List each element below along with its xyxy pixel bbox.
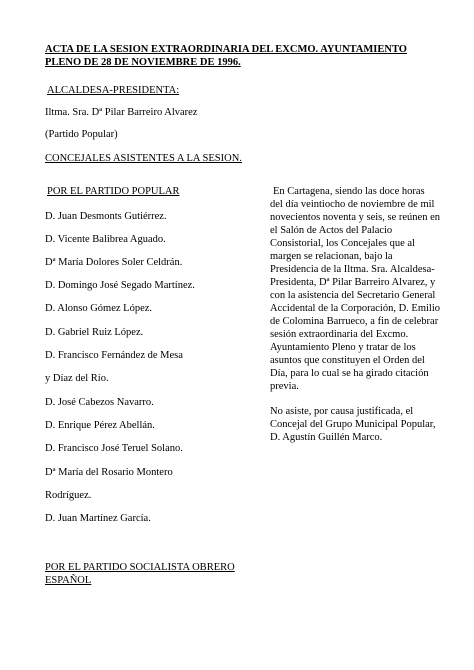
list-item: y Díaz del Río. bbox=[45, 373, 109, 384]
mayor-party: (Partido Popular) bbox=[45, 129, 118, 140]
absence-paragraph: No asiste, por causa justificada, el Concejal del Grupo Municipal Popular, D. Agustín Guillén Marco. bbox=[270, 406, 436, 443]
list-item: D. Alonso Gómez López. bbox=[45, 303, 153, 314]
list-item: D. Juan Martínez García. bbox=[45, 513, 151, 524]
list-item: D. José Cabezos Navarro. bbox=[45, 397, 154, 408]
pp-heading: POR EL PARTIDO POPULAR bbox=[47, 186, 180, 197]
list-item: D. Juan Desmonts Gutiérrez. bbox=[45, 211, 167, 222]
intro-paragraph: En Cartagena, siendo las doce horas del día veintiocho de noviembre de mil novecientos noventa y seis, se reúnen en el Salón de Actos del Palacio Consistorial, los Concejales que al margen se relacionan, bajo la Presidencia de la Iltma. Sra. Alcaldesa-Presidenta, Dª Pilar Barreiro Alvarez, y con la asistencia del Secretario General Accidental de la Corporación, D. Emilio de Colomina Barrueco, a fin de celebrar sesión extraordinaria del Excmo. Ayuntamiento Pleno y tratar de los asuntos que constituyen el Orden del Día, para lo cual se ha girado citación previa. bbox=[270, 186, 440, 392]
list-item: Dª María Dolores Soler Celdrán. bbox=[45, 257, 183, 268]
list-item: Dª María del Rosario Montero bbox=[45, 467, 173, 478]
mayor-name: Iltma. Sra. Dª Pilar Barreiro Alvarez bbox=[45, 107, 198, 118]
psoe-heading-line2: ESPAÑOL bbox=[45, 575, 92, 586]
list-item: D. Domingo José Segado Martínez. bbox=[45, 280, 195, 291]
list-item: D. Enrique Pérez Abellán. bbox=[45, 420, 155, 431]
psoe-heading-line1: POR EL PARTIDO SOCIALISTA OBRERO bbox=[45, 562, 235, 573]
list-item: D. Francisco José Teruel Solano. bbox=[45, 443, 183, 454]
list-item: D. Vicente Balibrea Aguado. bbox=[45, 234, 166, 245]
list-item: D. Gabriel Ruiz López. bbox=[45, 327, 144, 338]
councillors-heading: CONCEJALES ASISTENTES A LA SESION. bbox=[45, 153, 242, 164]
list-item: Rodríguez. bbox=[45, 490, 92, 501]
mayor-heading: ALCALDESA-PRESIDENTA: bbox=[47, 85, 180, 96]
list-item: D. Francisco Fernández de Mesa bbox=[45, 350, 183, 361]
document-title: ACTA DE LA SESION EXTRAORDINARIA DEL EXCMO. AYUNTAMIENTO PLENO DE 28 DE NOVIEMBRE DE 1996. bbox=[45, 44, 407, 68]
